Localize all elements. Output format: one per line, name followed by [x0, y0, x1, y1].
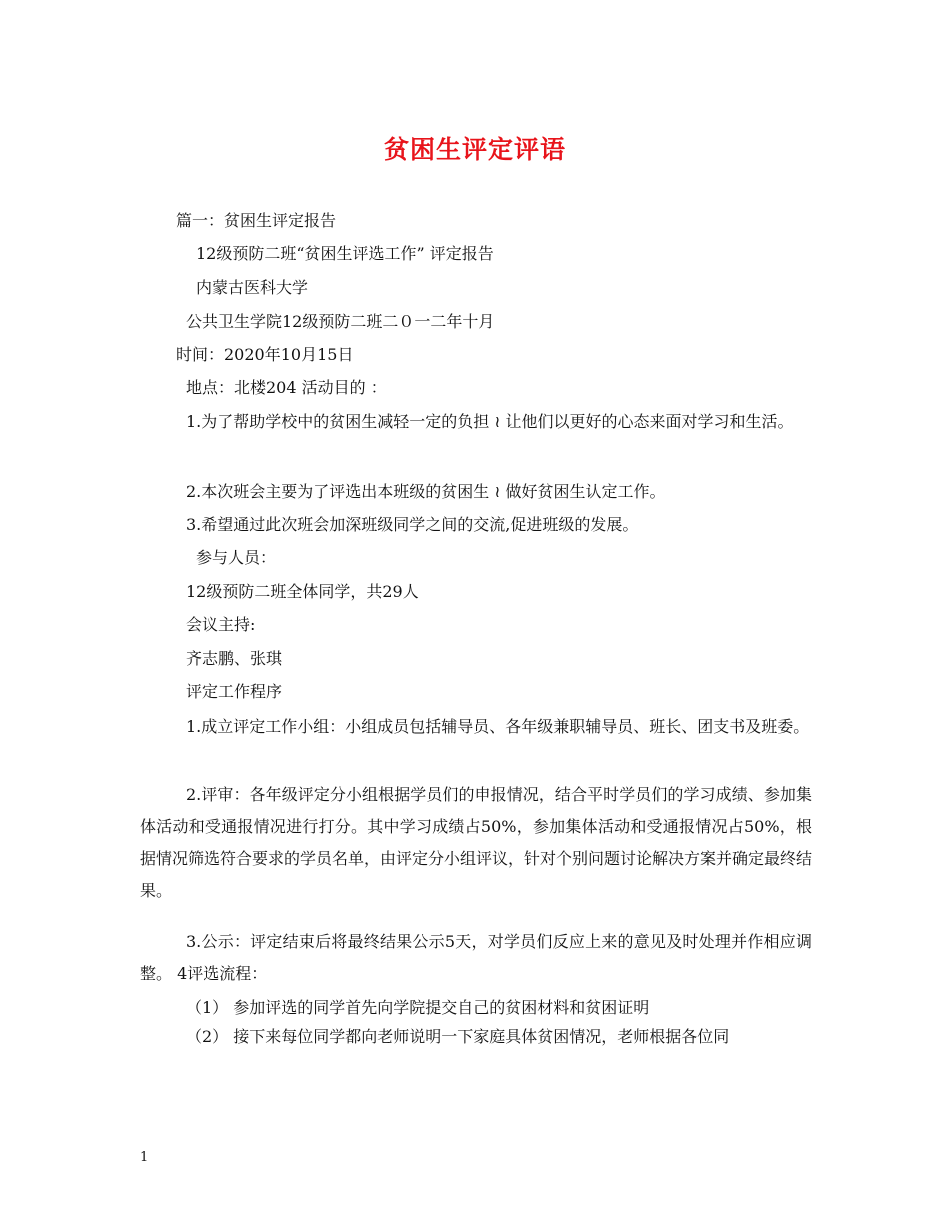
host-label: 会议主持:	[186, 615, 256, 634]
purpose-paragraph-2: 2.本次班会主要为了评选出本班级的贫困生 ≀ 做好贫困生认定工作。	[186, 482, 666, 501]
document-title: 贫困生评定评语	[383, 135, 566, 164]
procedure-heading: 评定工作程序	[186, 682, 283, 701]
report-title-line: 12级预防二班“贫困生评选工作” 评定报告	[196, 244, 494, 263]
time-line: 时间：2020年10月15日	[176, 345, 354, 364]
location-purpose-line: 地点：北楼204 活动目的 ：	[186, 378, 387, 397]
purpose-paragraph-3: 3.希望通过此次班会加深班级同学之间的交流,促进班级的发展。	[186, 515, 639, 534]
page-number: 1	[140, 1150, 149, 1165]
university-line: 内蒙古医科大学	[196, 278, 309, 297]
participants-value: 12级预防二班全体同学，共29人	[186, 582, 419, 601]
participants-label: 参与人员：	[196, 548, 277, 567]
procedure-paragraph-3: 3.公示：评定结束后将最终结果公示5天，对学员们反应上来的意见及时处理并作相应调整。 4评选流程：	[140, 932, 812, 983]
purpose-paragraph-1: 1.为了帮助学校中的贫困生减轻一定的负担 ≀ 让他们以更好的心态来面对学习和生活。	[186, 412, 794, 431]
procedure-paragraph-1: 1.成立评定工作小组：小组成员包括辅导员、各年级兼职辅导员、班长、团支书及班委。	[186, 717, 810, 736]
section-heading: 篇一：贫困生评定报告	[176, 211, 337, 230]
host-value: 齐志鹏、张琪	[186, 649, 283, 668]
flow-step-2: （2） 接下来每位同学都向老师说明一下家庭具体贫困情况，老师根据各位同	[186, 1027, 730, 1046]
college-date-line: 公共卫生学院12级预防二班二０一二年十月	[186, 312, 495, 331]
flow-step-1: （1） 参加评选的同学首先向学院提交自己的贫困材料和贫困证明	[186, 998, 650, 1017]
procedure-paragraph-2: 2.评审：各年级评定分小组根据学员们的申报情况，结合平时学员们的学习成绩、参加集体活动和受通报情况进行打分。其中学习成绩占50%，参加集体活动和受通报情况占50%，根据情况筛选符合要求的学员名单，由评定分小组评议，针对个别问题讨论解决方案并确定最终结果。	[140, 785, 813, 900]
